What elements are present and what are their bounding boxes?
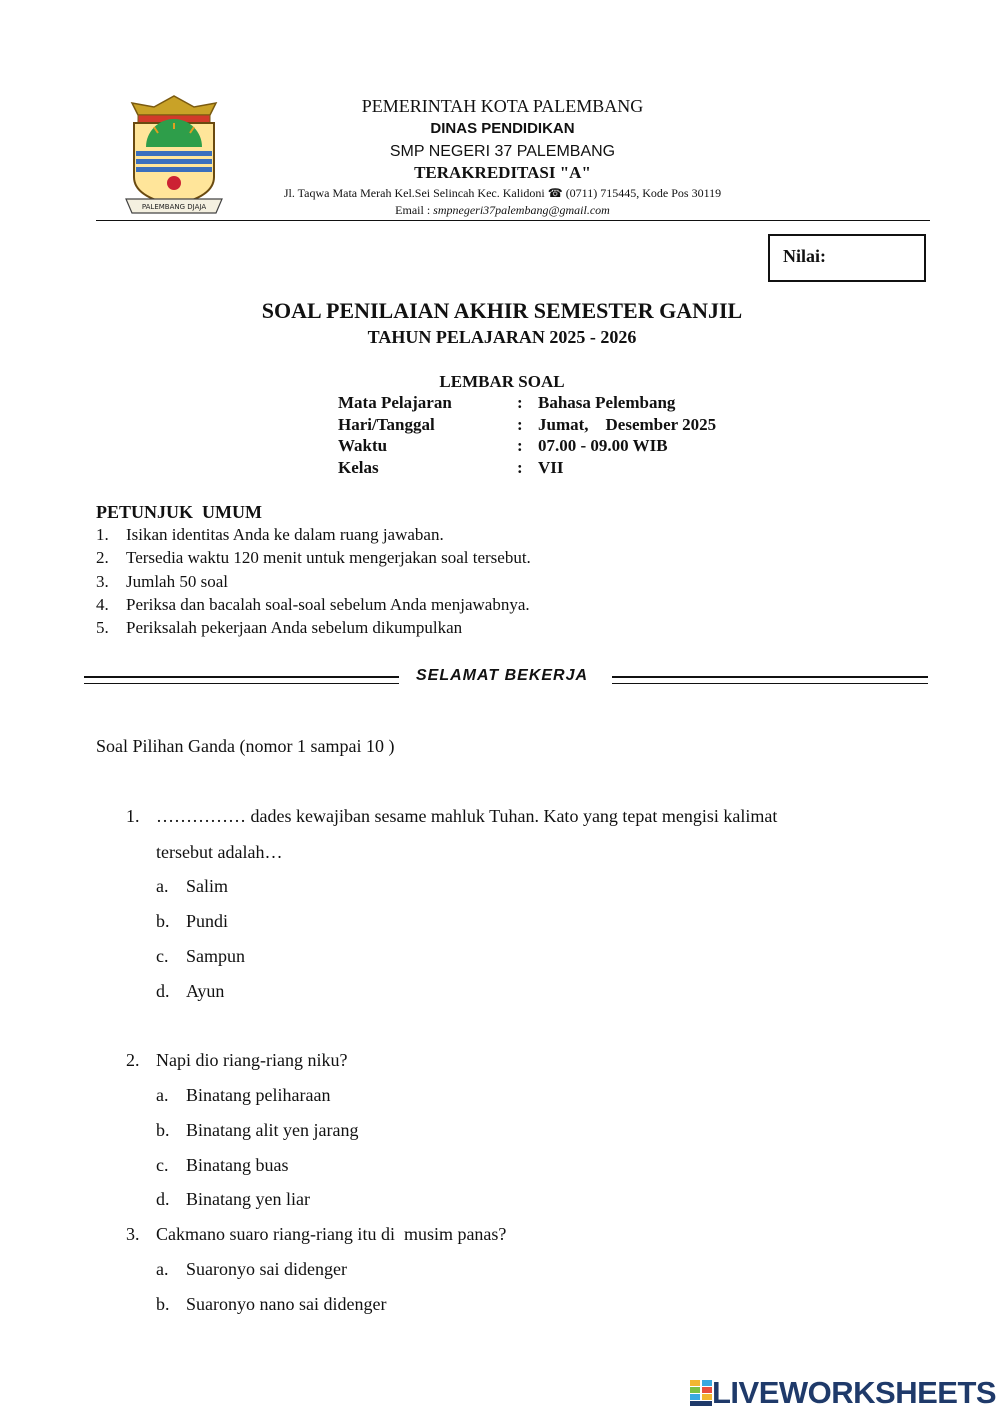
school-crest-logo xyxy=(124,93,224,220)
instruction-text: Jumlah 50 soal xyxy=(126,571,228,591)
option-2c[interactable] xyxy=(156,1155,288,1176)
option-letter: d. xyxy=(156,981,170,1001)
option-text: Binatang buas xyxy=(186,1155,289,1175)
option-letter: c. xyxy=(156,1155,169,1175)
info-row-subject xyxy=(338,393,716,415)
option-text: Pundi xyxy=(186,911,229,931)
liveworksheets-wordmark: LIVEWORKSHEETS xyxy=(712,1375,997,1410)
info-value: Bahasa Pelembang xyxy=(538,393,676,412)
instruction-number: 2. xyxy=(96,548,109,568)
divider-line-right xyxy=(612,676,928,684)
instruction-text: Periksa dan bacalah soal-soal sebelum Anda menjawabnya. xyxy=(126,594,530,614)
sheet-title: LEMBAR SOAL xyxy=(439,372,565,391)
section-title: Soal Pilihan Ganda (nomor 1 sampai 10 ) xyxy=(96,736,395,756)
option-text: Sampun xyxy=(186,946,246,966)
question-number: 3. xyxy=(126,1224,140,1244)
instruction-number: 4. xyxy=(96,594,109,614)
option-text: Binatang yen liar xyxy=(186,1189,310,1209)
accreditation: TERAKREDITASI "A" xyxy=(414,163,591,182)
question-text: Cakmano suaro riang-riang itu di musim panas? xyxy=(156,1224,507,1244)
instruction-number: 1. xyxy=(96,525,109,544)
header-rule xyxy=(96,220,930,221)
liveworksheets-logo[interactable] xyxy=(690,1375,996,1411)
instruction-text: Periksalah pekerjaan Anda sebelum dikumpulkan xyxy=(126,618,463,638)
option-1d[interactable] xyxy=(156,981,224,1002)
department-name: DINAS PENDIDIKAN xyxy=(430,120,575,137)
info-row-class xyxy=(338,458,716,480)
info-label: Mata Pelajaran xyxy=(338,393,452,412)
option-2d[interactable] xyxy=(156,1189,310,1210)
info-colon: : xyxy=(517,414,523,434)
school-email xyxy=(240,203,765,218)
info-value: Jumat, Desember 2025 xyxy=(538,414,717,434)
info-row-date xyxy=(338,415,716,437)
option-3b[interactable] xyxy=(156,1294,386,1315)
government-name: PEMERINTAH KOTA PALEMBANG xyxy=(361,96,644,116)
info-label: Waktu xyxy=(338,436,388,455)
crest-ribbon-text: PALEMBANG DJAJA xyxy=(141,203,207,211)
info-value: 07.00 - 09.00 WIB xyxy=(538,436,668,455)
divider-line-left xyxy=(84,676,399,684)
option-text: Binatang alit yen jarang xyxy=(186,1120,359,1140)
info-label: Hari/Tanggal xyxy=(338,414,435,434)
question-number: 2. xyxy=(126,1050,140,1070)
option-letter: a. xyxy=(156,1259,169,1279)
instruction-item xyxy=(96,595,531,618)
info-colon: : xyxy=(517,457,523,477)
instructions-title: PETUNJUK UMUM xyxy=(96,502,262,522)
option-letter: b. xyxy=(156,911,170,931)
liveworksheets-mark-icon xyxy=(690,1380,712,1406)
instruction-text: Tersedia waktu 120 menit untuk mengerjakan soal tersebut. xyxy=(126,548,531,568)
score-box[interactable] xyxy=(768,234,926,282)
school-address: Jl. Taqwa Mata Merah Kel.Sei Selincah Kec. Kalidoni ☎ (0711) 715445, Kode Pos 30119 xyxy=(283,186,722,200)
divider-text: SELAMAT BEKERJA xyxy=(416,667,589,684)
option-letter: c. xyxy=(156,946,169,966)
exam-info-table xyxy=(338,393,716,479)
option-1c[interactable] xyxy=(156,946,245,967)
email-label: Email : xyxy=(395,203,434,217)
option-text: Suaronyo nano sai didenger xyxy=(186,1294,387,1314)
option-1a[interactable] xyxy=(156,876,228,897)
option-letter: d. xyxy=(156,1189,170,1209)
info-value: VII xyxy=(538,457,564,477)
option-letter: b. xyxy=(156,1120,170,1140)
option-letter: a. xyxy=(156,876,169,896)
question-text-continued: tersebut adalah… xyxy=(156,842,283,862)
instruction-number: 5. xyxy=(96,618,109,638)
option-1b[interactable] xyxy=(156,911,228,932)
instruction-item xyxy=(96,618,531,641)
option-2a[interactable] xyxy=(156,1085,330,1106)
option-3a[interactable] xyxy=(156,1259,347,1280)
option-text: Binatang peliharaan xyxy=(186,1085,331,1105)
exam-subtitle: TAHUN PELAJARAN 2025 - 2026 xyxy=(367,327,637,347)
info-row-time xyxy=(338,436,716,458)
instruction-item xyxy=(96,525,531,548)
option-letter: a. xyxy=(156,1085,169,1105)
option-letter: b. xyxy=(156,1294,170,1314)
instructions-list xyxy=(96,525,531,641)
instruction-item xyxy=(96,548,531,571)
option-text: Ayun xyxy=(186,981,225,1001)
option-text: Suaronyo sai didenger xyxy=(186,1259,347,1279)
info-colon: : xyxy=(517,393,523,412)
question-number: 1. xyxy=(126,806,140,826)
exam-title: SOAL PENILAIAN AKHIR SEMESTER GANJIL xyxy=(261,298,743,323)
email-address: smpnegeri37palembang@gmail.com xyxy=(433,203,610,217)
question-text: Napi dio riang-riang niku? xyxy=(156,1050,348,1070)
instruction-text: Isikan identitas Anda ke dalam ruang jawaban. xyxy=(126,525,444,544)
score-label: Nilai: xyxy=(783,246,826,266)
info-colon: : xyxy=(517,436,523,455)
info-label: Kelas xyxy=(338,457,379,477)
instruction-item xyxy=(96,572,531,595)
question-text: …………… dades kewajiban sesame mahluk Tuhan. Kato yang tepat mengisi kalimat xyxy=(156,806,778,826)
option-2b[interactable] xyxy=(156,1120,358,1141)
school-name: SMP NEGERI 37 PALEMBANG xyxy=(389,143,616,160)
option-text: Salim xyxy=(186,876,229,896)
instruction-number: 3. xyxy=(96,571,109,591)
